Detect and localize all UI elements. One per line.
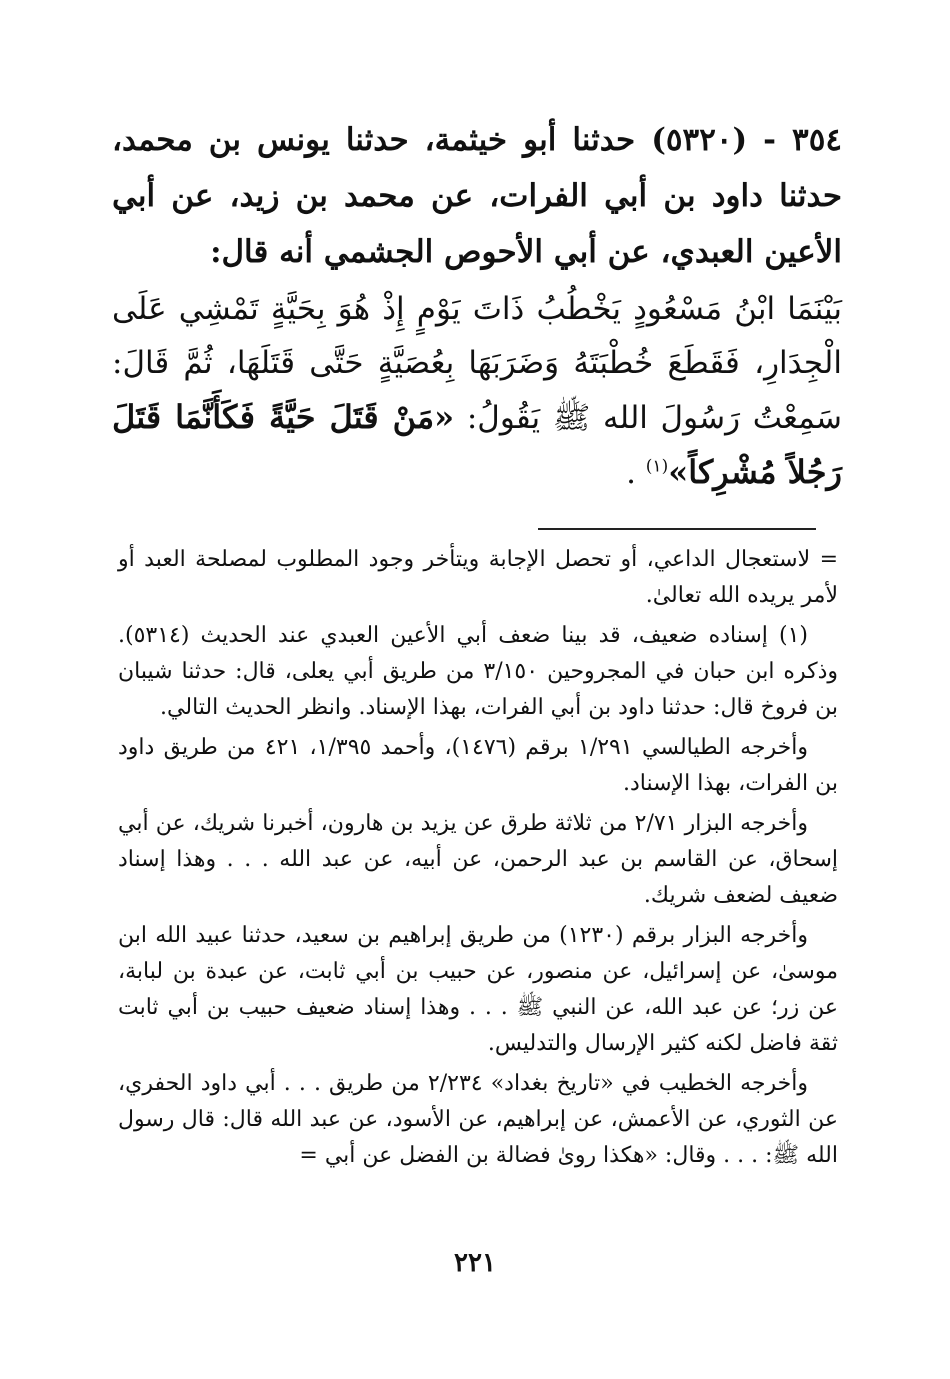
hadith-reference: (٥٣٢٠)	[651, 122, 748, 158]
hadith-isnad: حدثنا أبو خيثمة، حدثنا يونس بن محمد، حدثنا داود بن أبي الفرات، عن محمد بن زيد، عن أبي الأعين العبدي، عن أبي الأحوص الجشمي أنه قال:	[112, 122, 842, 270]
footnote-paragraph: وأخرجه البزار ٢/٧١ من ثلاثة طرق عن يزيد بن هارون، أخبرنا شريك، عن أبي إسحاق، عن القاسم بن عبد الرحمن، عن أبيه، عن عبد الله . . . وهذا إسناد ضعيف لضعف شريك.	[118, 811, 838, 908]
hadith-matn-paragraph	[112, 282, 842, 500]
footnote-paragraph: وأخرجه البزار برقم (١٢٣٠) من طريق إبراهيم بن سعيد، حدثنا عبيد الله ابن موسىٰ، عن إسرائيل، عن منصور، عن حبيب بن أبي ثابت، عن عبدة بن لبابة، عن زر؛ عن عبد الله، عن النبي ﷺ . . . وهذا إسناد ضعيف حبيب بن أبي ثابت ثقة فاضل لكنه كثير الإرسال والتدليس.	[118, 923, 838, 1056]
footnote-continuation: = لاستعجال الداعي، أو تحصل الإجابة ويتأخر وجود المطلوب لمصلحة العبد أو لأمر يريده الله تعالىٰ.	[118, 547, 838, 608]
footnote-marker: (١)	[645, 456, 669, 477]
footnote-1: (١) إسناده ضعيف، قد بينا ضعف أبي الأعين العبدي عند الحديث (٥٣١٤). وذكره ابن حبان في المجروحين ٣/١٥٠ من طريق أبي يعلى، قال: حدثنا شيبان بن فروخ قال: حدثنا داود بن أبي الفرات، بهذا الإسناد. وانظر الحديث التالي.	[118, 623, 838, 720]
matn-text: بَيْنَمَا ابْنُ مَسْعُودٍ يَخْطُبُ ذَاتَ يَوْمٍ إِذْ هُوَ بِحَيَّةٍ تَمْشِي عَلَى الْجِدَارِ، فَقَطَعَ خُطْبَتَهُ وَضَرَبَهَا بِعُصَيَّةٍ حَتَّى قَتَلَهَا، ثُمَّ قَالَ: سَمِعْتُ رَسُولَ الله ﷺ يَقُولُ:	[112, 291, 843, 436]
footnote-paragraph: وأخرجه الطيالسي ١/٢٩١ برقم (١٤٧٦)، وأحمد ١/٣٩٥، ٤٢١ من طريق داود بن الفرات، بهذا الإسناد.	[118, 735, 838, 796]
prophetic-quote: «مَنْ قَتَلَ حَيَّةً فَكَأَنَّمَا قَتَلَ رَجُلاً مُشْرِكاً»	[112, 398, 842, 491]
hadith-isnad-paragraph	[112, 112, 842, 280]
hadith-number: ٣٥٤	[792, 122, 842, 158]
footnote-paragraph: وأخرجه الخطيب في «تاريخ بغداد» ٢/٢٣٤ من طريق . . . أبي داود الحفري، عن الثوري، عن الأعمش، عن إبراهيم، عن الأسود، عن عبد الله قال: قال رسول الله ﷺ: . . . وقال: «هكذا روىٰ فضالة بن الفضل عن أبي =	[118, 1071, 838, 1168]
matn-end: .	[626, 455, 636, 491]
footnote-separator	[538, 528, 816, 530]
page-number: ٢٢١	[454, 1248, 496, 1278]
footnotes-section	[118, 542, 838, 1178]
dash: -	[747, 122, 777, 158]
